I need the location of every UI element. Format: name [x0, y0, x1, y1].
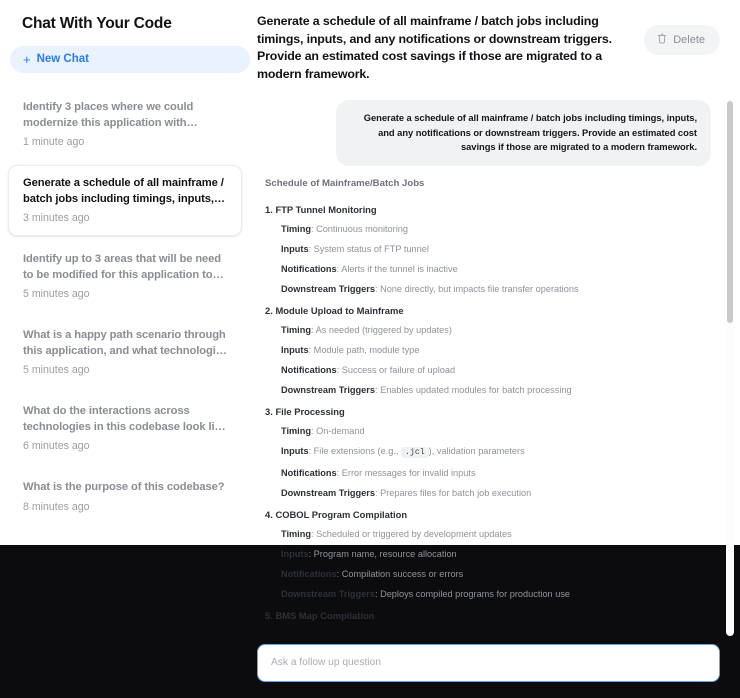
conversation-scrollbar-track[interactable]: [726, 101, 734, 636]
job-name: COBOL Program Compilation: [275, 508, 408, 520]
chat-item-timestamp: 3 minutes ago: [23, 212, 90, 224]
conversation-scroll[interactable]: [257, 93, 733, 638]
inputs-value: Program name, resource allocation: [313, 548, 457, 559]
chat-history-item-1[interactable]: [8, 165, 242, 236]
inputs-label: Inputs: [281, 243, 309, 254]
job-title: [265, 406, 711, 418]
chat-item-timestamp: 8 minutes ago: [23, 500, 90, 513]
chat-item-title: What is a happy path scenario through this application, and what technologi…: [23, 329, 227, 357]
job-number: 5.: [265, 609, 273, 621]
new-chat-label: New Chat: [36, 53, 89, 65]
job-downstream-row: Downstream Triggers: Prepares files for batch job execution: [281, 487, 532, 498]
timing-label: Timing: [281, 223, 311, 234]
inputs-label: Inputs: [281, 344, 309, 355]
chat-item-timestamp: 5 minutes ago: [23, 288, 90, 300]
answer-heading: Schedule of Mainframe/Batch Jobs: [265, 177, 425, 189]
assistant-answer: [257, 178, 711, 638]
inputs-value: System status of FTP tunnel: [313, 243, 429, 254]
downstream-label: Downstream Triggers: [281, 384, 375, 395]
job-title: [265, 305, 711, 317]
downstream-label: Downstream Triggers: [281, 283, 375, 294]
inputs-label: Inputs: [281, 548, 309, 559]
notifications-value: Error messages for invalid inputs: [341, 467, 476, 478]
job-block-4: [259, 509, 711, 600]
chat-history-item-5[interactable]: [8, 469, 242, 525]
job-timing-row: Timing: On-demand: [281, 425, 365, 436]
job-downstream-row: Downstream Triggers: None directly, but impacts file transfer operations: [281, 283, 579, 294]
chat-item-title: Identify 3 places where we could modernize this application with…: [23, 101, 198, 129]
job-timing-row: Timing: Continuous monitoring: [281, 223, 408, 234]
job-number: 4.: [265, 508, 273, 520]
job-inputs-row: Inputs: Program name, resource allocation: [281, 548, 457, 559]
job-number: 3.: [265, 405, 273, 417]
job-title: [265, 204, 711, 216]
job-title: [265, 509, 711, 521]
chat-item-timestamp: 5 minutes ago: [23, 364, 90, 376]
notifications-label: Notifications: [281, 467, 337, 478]
trash-icon: [657, 33, 667, 47]
job-name: File Processing: [275, 405, 345, 417]
plus-icon: +: [23, 51, 31, 67]
notifications-label: Notifications: [281, 263, 337, 274]
new-chat-button[interactable]: [10, 46, 250, 73]
downstream-value: Deploys compiled programs for production use: [380, 588, 571, 599]
main-panel: [250, 0, 740, 621]
job-notifications-row: Notifications: Error messages for invalid inputs: [281, 467, 476, 478]
job-block-1: [259, 204, 711, 295]
job-notifications-row: Notifications: Success or failure of upload: [281, 364, 456, 375]
job-inputs-row: Inputs: System status of FTP tunnel: [281, 243, 429, 254]
job-timing-row: Timing: As needed (triggered by updates): [281, 324, 452, 335]
followup-area: [250, 638, 740, 698]
job-number: 2.: [265, 304, 273, 316]
timing-label: Timing: [281, 528, 311, 539]
downstream-value: Prepares files for batch job execution: [380, 487, 532, 498]
job-downstream-row: Downstream Triggers: Deploys compiled programs for production use: [281, 588, 571, 599]
chat-history-list: [0, 89, 250, 545]
timing-value: Scheduled or triggered by development updates: [316, 528, 512, 539]
chat-item-title: What do the interactions across technologies in this codebase look li…: [23, 405, 226, 433]
notifications-value: Alerts if the tunnel is inactive: [341, 263, 458, 274]
inputs-value-suffix: ), validation parameters: [428, 445, 525, 456]
inputs-label: Inputs: [281, 445, 309, 456]
notifications-value: Compilation success or errors: [341, 568, 464, 579]
notifications-label: Notifications: [281, 568, 337, 579]
job-block-5: [259, 610, 711, 622]
downstream-label: Downstream Triggers: [281, 487, 375, 498]
inputs-value: Module path, module type: [313, 344, 420, 355]
sidebar: [0, 0, 250, 545]
chat-item-title: Identify up to 3 areas that will be need to be modified for this application to…: [23, 253, 224, 281]
conversation-title: Generate a schedule of all mainframe / batch jobs including timings, inputs, and any notifications or downstream triggers. Provide an estimated cost savings if those are migrated to a modern framework.: [257, 14, 612, 81]
timing-label: Timing: [281, 324, 311, 335]
timing-value: On-demand: [316, 425, 365, 436]
job-inputs-row: Inputs: File extensions (e.g., .jcl ), validation parameters: [281, 445, 525, 457]
job-block-3: [259, 406, 711, 499]
delete-button[interactable]: [644, 25, 720, 55]
user-message-row: [257, 93, 711, 178]
job-name: FTP Tunnel Monitoring: [275, 203, 377, 215]
job-notifications-row: Notifications: Compilation success or errors: [281, 568, 464, 579]
chat-item-title: Generate a schedule of all mainframe / batch jobs including timings, inputs,…: [23, 177, 225, 205]
downstream-value: None directly, but impacts file transfer operations: [380, 283, 579, 294]
job-downstream-row: Downstream Triggers: Enables updated modules for batch processing: [281, 384, 572, 395]
chat-item-title: What is the purpose of this codebase?: [23, 481, 225, 493]
notifications-value: Success or failure of upload: [341, 364, 456, 375]
chat-item-timestamp: 6 minutes ago: [23, 440, 90, 452]
timing-label: Timing: [281, 425, 311, 436]
chat-history-item-0[interactable]: [8, 89, 242, 160]
chat-history-item-4[interactable]: [8, 393, 242, 464]
notifications-label: Notifications: [281, 364, 337, 375]
chat-history-item-2[interactable]: [8, 241, 242, 312]
job-notifications-row: Notifications: Alerts if the tunnel is inactive: [281, 263, 458, 274]
conversation-region: [250, 93, 740, 638]
followup-input[interactable]: [257, 644, 720, 682]
user-message-bubble: Generate a schedule of all mainframe / batch jobs including timings, inputs, and any notifications or downstream triggers. Provide an estimated cost savings if those are migrated to a modern framework.: [336, 100, 711, 166]
downstream-value: Enables updated modules for batch processing: [380, 384, 572, 395]
timing-value: As needed (triggered by updates): [315, 324, 452, 335]
inputs-value-prefix: File extensions (e.g.,: [313, 445, 401, 456]
conversation-scrollbar-thumb[interactable]: [727, 101, 733, 323]
sidebar-header: [0, 0, 250, 34]
job-block-2: [259, 305, 711, 396]
timing-value: Continuous monitoring: [316, 223, 408, 234]
delete-label: Delete: [673, 34, 705, 46]
job-name: BMS Map Compilation: [275, 609, 375, 621]
job-inputs-row: Inputs: Module path, module type: [281, 344, 420, 355]
job-name: Module Upload to Mainframe: [275, 304, 404, 316]
page-title: Chat With Your Code: [22, 15, 172, 32]
inline-code-jcl: .jcl: [401, 447, 429, 458]
chat-item-timestamp: 1 minute ago: [23, 136, 85, 148]
chat-history-item-3[interactable]: [8, 317, 242, 388]
main-header: [250, 0, 740, 93]
job-title: [265, 610, 711, 622]
job-number: 1.: [265, 203, 273, 215]
downstream-label: Downstream Triggers: [281, 588, 375, 599]
job-timing-row: Timing: Scheduled or triggered by development updates: [281, 528, 512, 539]
